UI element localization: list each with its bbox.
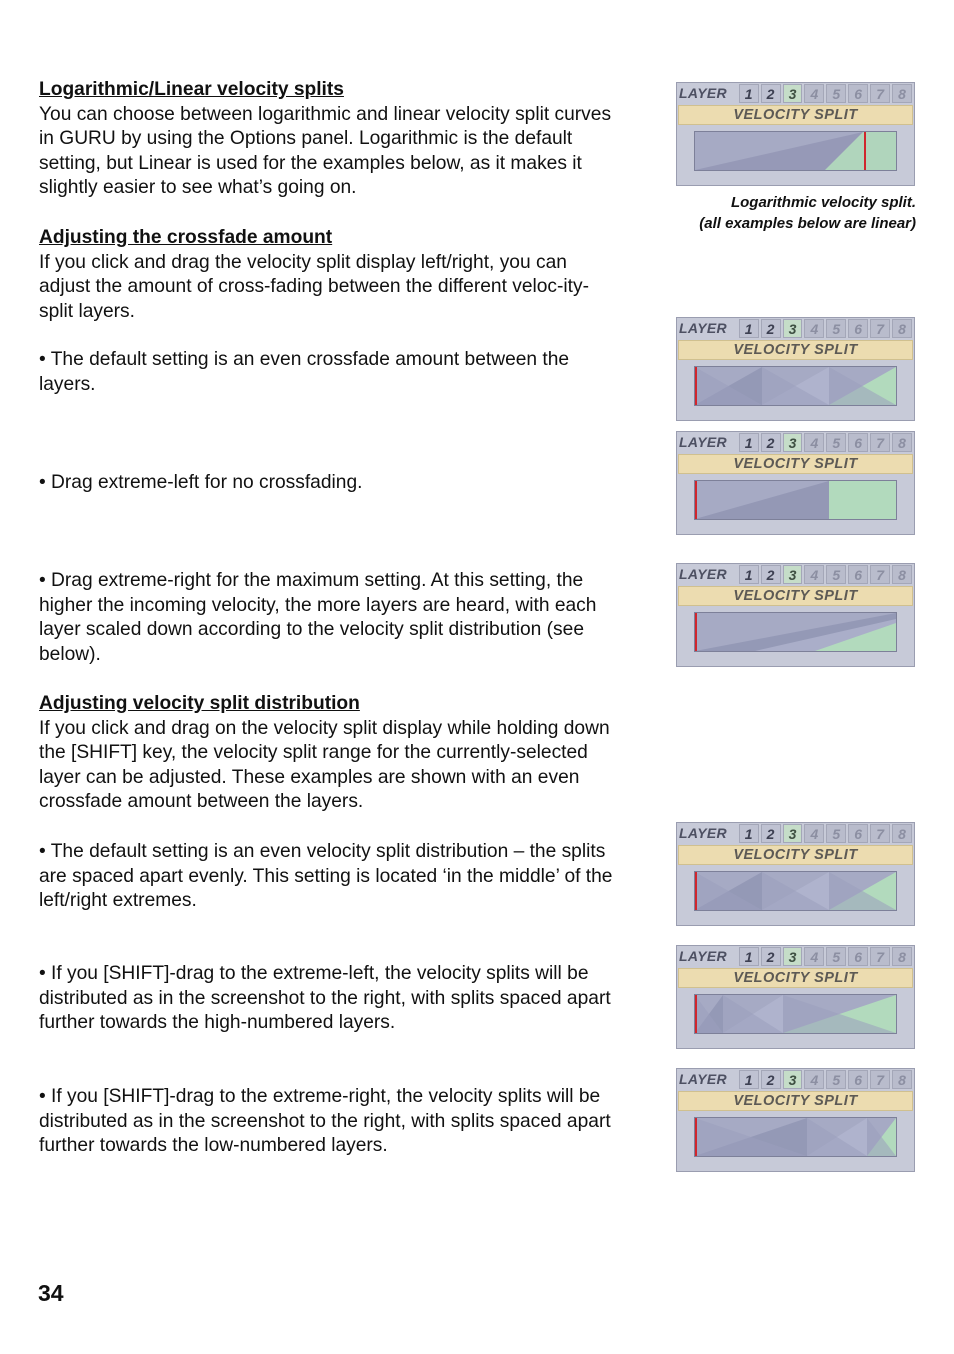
- layer-button-2[interactable]: 2: [761, 1070, 781, 1089]
- body-log-linear: You can choose between logarithmic and linear velocity split curves in GURU by using the Options panel. Logarithmic is the default setting, but Linear is used for the examples below, as it makes it slightly easier to see what’s going on.: [39, 103, 612, 198]
- selected-layer-shape: [829, 481, 896, 519]
- body-crossfade: If you click and drag the velocity split display left/right, you can adjust the amount of cross-fading between the different veloc-ity-split layers.: [39, 251, 589, 322]
- layer-button-5[interactable]: 5: [826, 84, 846, 103]
- layer-label: LAYER: [679, 320, 727, 336]
- velocity-split-graph: [695, 995, 896, 1033]
- layer-button-4[interactable]: 4: [804, 1070, 824, 1089]
- layer-button-8[interactable]: 8: [892, 84, 912, 103]
- bullet-crossfade-right: • Drag extreme-right for the maximum setting. At this setting, the higher the incoming velocity, the more layers are heard, with each layer scaled down according to the velocity split distribution (see below).: [39, 570, 597, 665]
- layer-label: LAYER: [679, 85, 727, 101]
- velocity-split-widget: [676, 431, 915, 535]
- layer-button-6[interactable]: 6: [848, 1070, 868, 1089]
- velocity-split-widget: [676, 82, 915, 186]
- velocity-split-graph: [695, 613, 896, 651]
- layer-selector: [677, 432, 914, 453]
- layer-button-7[interactable]: 7: [870, 1070, 890, 1089]
- layer-button-3[interactable]: 3: [783, 824, 803, 843]
- layer-button-4[interactable]: 4: [804, 824, 824, 843]
- section-log-linear: [39, 78, 619, 201]
- layer-label: LAYER: [679, 948, 727, 964]
- velocity-split-graph: [695, 481, 896, 519]
- layer-selector: [677, 1069, 914, 1090]
- layer-button-1[interactable]: 1: [739, 319, 759, 338]
- velocity-split-display[interactable]: [694, 871, 897, 911]
- layer-button-6[interactable]: 6: [848, 947, 868, 966]
- layer-button-6[interactable]: 6: [848, 319, 868, 338]
- layer-button-6[interactable]: 6: [848, 433, 868, 452]
- layer-button-1[interactable]: 1: [739, 433, 759, 452]
- body-distribution: If you click and drag on the velocity split display while holding down the [SHIFT] key, the velocity split range for the currently-selected layer can be adjusted. These examples are shown with an even crossfade amount between the layers.: [39, 717, 610, 812]
- layer-button-1[interactable]: 1: [739, 1070, 759, 1089]
- layer-button-8[interactable]: 8: [892, 1070, 912, 1089]
- layer-button-8[interactable]: 8: [892, 433, 912, 452]
- velocity-split-title: VELOCITY SPLIT: [678, 1091, 913, 1111]
- layer-label: LAYER: [679, 566, 727, 582]
- layer-button-2[interactable]: 2: [761, 824, 781, 843]
- layer-button-3[interactable]: 3: [783, 319, 803, 338]
- layer-label: LAYER: [679, 434, 727, 450]
- figure-caption: [640, 192, 916, 234]
- layer-button-3[interactable]: 3: [783, 565, 803, 584]
- layer-button-7[interactable]: 7: [870, 824, 890, 843]
- heading-log-linear: Logarithmic/Linear velocity splits: [39, 79, 344, 100]
- layer-button-8[interactable]: 8: [892, 565, 912, 584]
- layer-button-1[interactable]: 1: [739, 824, 759, 843]
- layer-button-8[interactable]: 8: [892, 947, 912, 966]
- velocity-split-title: VELOCITY SPLIT: [678, 454, 913, 474]
- layer-button-2[interactable]: 2: [761, 319, 781, 338]
- velocity-split-graph: [695, 1118, 896, 1156]
- layer-button-5[interactable]: 5: [826, 565, 846, 584]
- layer-button-7[interactable]: 7: [870, 947, 890, 966]
- heading-distribution: Adjusting velocity split distribution: [39, 693, 360, 714]
- layer-button-3[interactable]: 3: [783, 947, 803, 966]
- section-crossfade: [39, 226, 619, 324]
- layer-button-3[interactable]: 3: [783, 84, 803, 103]
- layer-button-4[interactable]: 4: [804, 84, 824, 103]
- layer-button-6[interactable]: 6: [848, 84, 868, 103]
- layer-button-4[interactable]: 4: [804, 947, 824, 966]
- layer-button-2[interactable]: 2: [761, 433, 781, 452]
- layer-button-7[interactable]: 7: [870, 433, 890, 452]
- caption-line-2: (all examples below are linear): [699, 215, 916, 232]
- layer-button-1[interactable]: 1: [739, 565, 759, 584]
- layer-button-5[interactable]: 5: [826, 433, 846, 452]
- velocity-split-widget: [676, 317, 915, 421]
- layer-button-2[interactable]: 2: [761, 947, 781, 966]
- bullet-distribution-default: • The default setting is an even velocity split distribution – the splits are spaced apart evenly. This setting is located ‘in the middle’ of the left/right extremes.: [39, 841, 613, 911]
- layer-button-5[interactable]: 5: [826, 824, 846, 843]
- layer-button-1[interactable]: 1: [739, 84, 759, 103]
- layer-button-5[interactable]: 5: [826, 319, 846, 338]
- velocity-split-widget: [676, 945, 915, 1049]
- layer-button-8[interactable]: 8: [892, 319, 912, 338]
- velocity-split-widget: [676, 822, 915, 926]
- section-distribution: [39, 692, 619, 815]
- velocity-split-title: VELOCITY SPLIT: [678, 968, 913, 988]
- layer-label: LAYER: [679, 1071, 727, 1087]
- caption-line-1: Logarithmic velocity split.: [730, 194, 916, 211]
- layer-selector: [677, 564, 914, 585]
- velocity-split-graph: [695, 872, 896, 910]
- bullet-distribution-left: • If you [SHIFT]-drag to the extreme-left, the velocity splits will be distributed as in the screenshot to the right, with splits spaced apart further towards the high-numbered layers.: [39, 963, 611, 1033]
- layer-button-6[interactable]: 6: [848, 565, 868, 584]
- layer-button-6[interactable]: 6: [848, 824, 868, 843]
- velocity-split-display[interactable]: [694, 480, 897, 520]
- velocity-split-graph: [695, 132, 896, 170]
- layer-button-3[interactable]: 3: [783, 433, 803, 452]
- velocity-split-title: VELOCITY SPLIT: [678, 586, 913, 606]
- layer-button-2[interactable]: 2: [761, 565, 781, 584]
- velocity-split-title: VELOCITY SPLIT: [678, 105, 913, 125]
- velocity-split-display[interactable]: [694, 1117, 897, 1157]
- velocity-split-title: VELOCITY SPLIT: [678, 845, 913, 865]
- layer-selector: [677, 318, 914, 339]
- heading-crossfade: Adjusting the crossfade amount: [39, 227, 333, 248]
- velocity-split-title: VELOCITY SPLIT: [678, 340, 913, 360]
- layer-selector: [677, 83, 914, 104]
- layer-button-1[interactable]: 1: [739, 947, 759, 966]
- layer-label: LAYER: [679, 825, 727, 841]
- layer-button-4[interactable]: 4: [804, 319, 824, 338]
- velocity-split-display[interactable]: [694, 366, 897, 406]
- layer-button-7[interactable]: 7: [870, 565, 890, 584]
- velocity-split-widget: [676, 563, 915, 667]
- velocity-split-display[interactable]: [694, 612, 897, 652]
- layer-button-4[interactable]: 4: [804, 565, 824, 584]
- layer-button-7[interactable]: 7: [870, 84, 890, 103]
- page-number: 34: [38, 1280, 64, 1306]
- layer-selector: [677, 946, 914, 967]
- bullet-distribution-right: • If you [SHIFT]-drag to the extreme-right, the velocity splits will be distributed as in the screenshot to the right, with splits spaced apart further towards the low-numbered layers.: [39, 1086, 611, 1156]
- velocity-split-display[interactable]: [694, 131, 897, 171]
- velocity-split-display[interactable]: [694, 994, 897, 1034]
- bullet-crossfade-default: • The default setting is an even crossfade amount between the layers.: [39, 349, 570, 395]
- layer-button-5[interactable]: 5: [826, 947, 846, 966]
- layer-selector: [677, 823, 914, 844]
- layer-button-4[interactable]: 4: [804, 433, 824, 452]
- bullet-crossfade-left: • Drag extreme-left for no crossfading.: [39, 472, 363, 493]
- layer-button-8[interactable]: 8: [892, 824, 912, 843]
- layer-button-5[interactable]: 5: [826, 1070, 846, 1089]
- layer-button-3[interactable]: 3: [783, 1070, 803, 1089]
- velocity-split-widget: [676, 1068, 915, 1172]
- layer-button-7[interactable]: 7: [870, 319, 890, 338]
- layer-button-2[interactable]: 2: [761, 84, 781, 103]
- velocity-split-graph: [695, 367, 896, 405]
